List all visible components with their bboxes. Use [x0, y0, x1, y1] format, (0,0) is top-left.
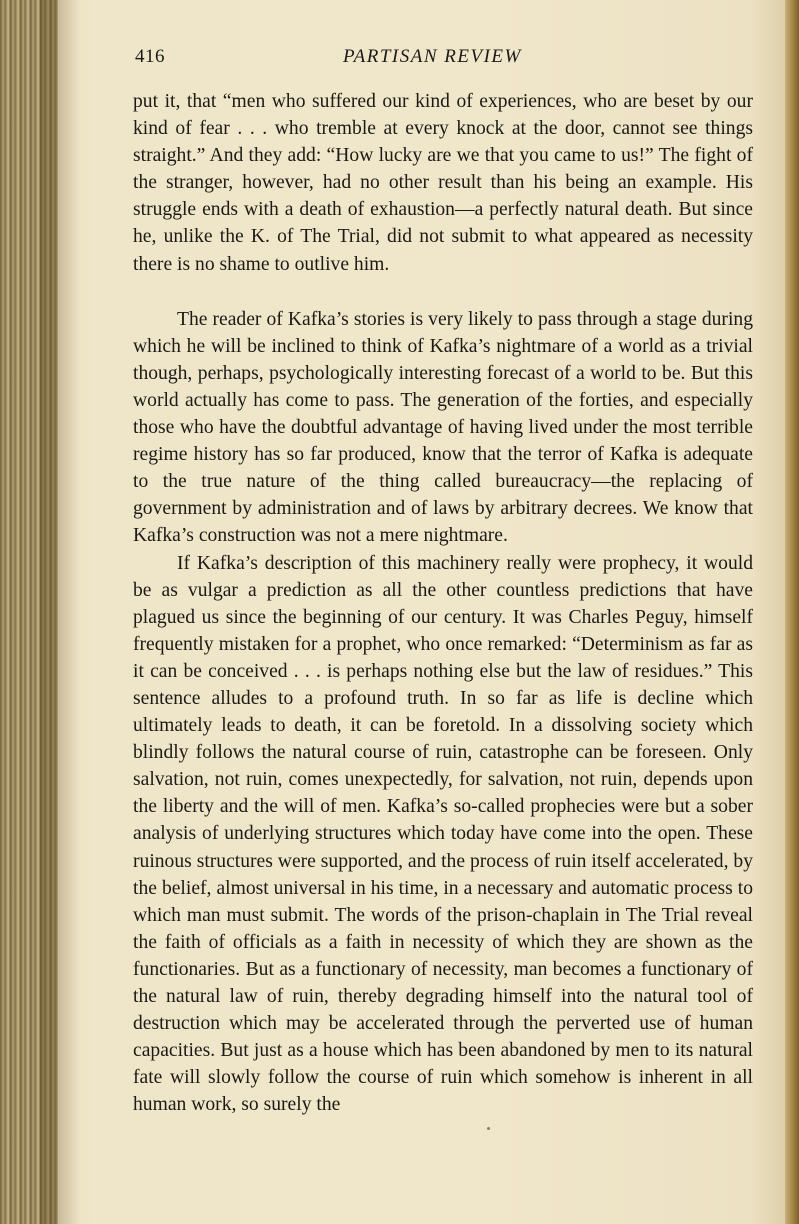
page-header [135, 46, 755, 76]
paragraph-1: put it, that “men who suffered our kind of experiences, who are beset by our kind of fear . . . who tremble at every knock at the door, cannot see things straight.” And they add: “How lucky are we that you came to us!” The fight of the stranger, however, had no other result than his being an example. His struggle ends with a death of exhaustion—a perfectly natural death. But since he, unlike the K. of The Trial, did not submit to what appeared as necessity there is no shame to outlive him. [133, 91, 753, 275]
page-right-edge [785, 0, 799, 1224]
body-text [133, 88, 753, 1118]
running-title: PARTISAN REVIEW [343, 46, 522, 67]
gutter-shadow [40, 0, 80, 1224]
paragraph-2: The reader of Kafka’s stories is very likely to pass through a stage during which he will be inclined to think of Kafka’s nightmare of a world as a trivial though, perhaps, psychologically interesting forecast of a world to be. But this world actually has come to pass. The generation of the forties, and especially those who have the doubtful advantage of having lived under the most terrible regime history has so far produced, know that the terror of Kafka is adequate to the true nature of the thing called bureaucracy—the replacing of government by administration and of laws by arbitrary decrees. We know that Kafka’s construction was not a mere nightmare. [133, 308, 753, 547]
page-number: 416 [135, 46, 165, 67]
page-speck [487, 1127, 490, 1130]
paragraph-3: If Kafka’s description of this machinery really were prophecy, it would be as vulgar a prediction as all the other countless predictions that have plagued us since the beginning of our century. It was Charles Peguy, himself frequently mistaken for a prophet, who once remarked: “Determinism as far as it can be conceived . . . is perhaps nothing else but the law of residues.” This sentence alludes to a profound truth. In so far as life is decline which ultimately leads to death, it can be foretold. In a dissolving society which blindly follows the natural course of ruin, catastrophe can be foreseen. Only salvation, not ruin, comes unexpectedly, for salvation, not ruin, depends upon the liberty and the will of men. Kafka’s so-called prophecies were but a sober analysis of underlying structures which today have come into the open. These ruinous structures were supported, and the process of ruin itself accelerated, by the belief, almost universal in his time, in a necessary and automatic process to which man must submit. The words of the prison-chaplain in The Trial reveal the faith of officials as a faith in necessity of which they are shown as the functionaries. But as a functionary of necessity, man becomes a functionary of the natural law of ruin, thereby degrading himself into the natural tool of destruction which may be accelerated through the perverted use of human capacities. But just as a house which has been abandoned by men to its natural fate will slowly follow the course of ruin which somehow is inherent in all human work, so surely the [133, 552, 753, 1116]
